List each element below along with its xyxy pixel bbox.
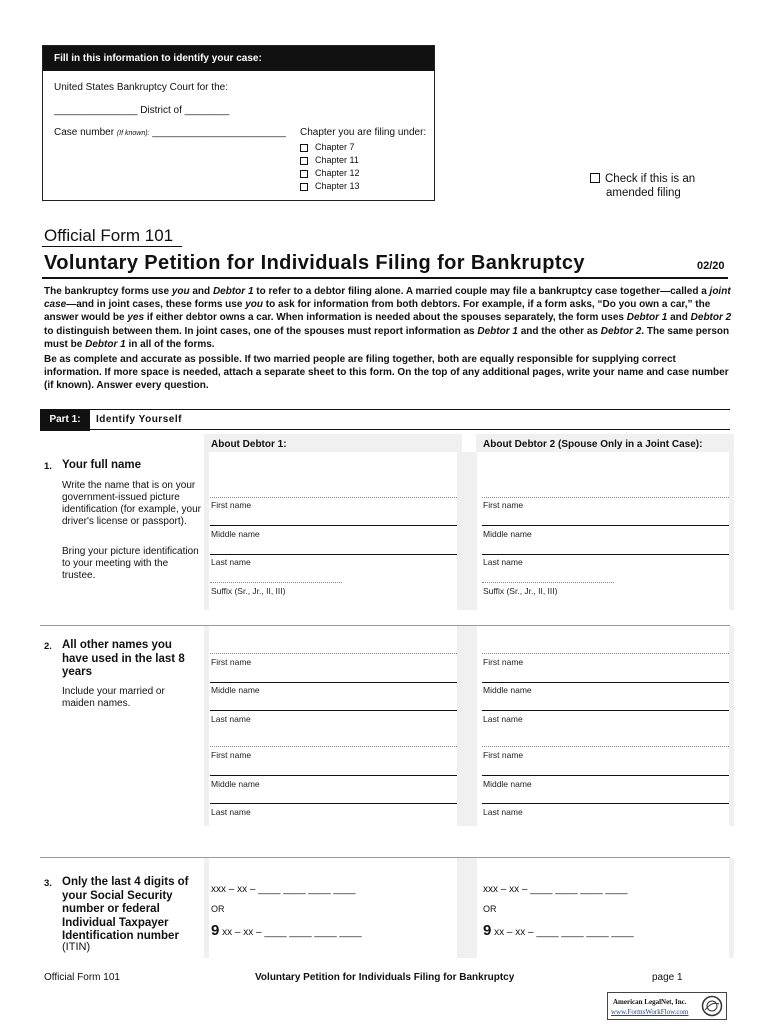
column-edge — [204, 858, 209, 958]
debtor1-ssn-input[interactable]: xxx – xx – ____ ____ ____ ____ — [211, 884, 356, 895]
footer-form-label: Official Form 101 — [44, 972, 120, 983]
globe-icon — [701, 995, 723, 1017]
form-label: Official Form 101 — [44, 226, 174, 245]
section-title: Only the last 4 digits of your Social Security number or federal Individual Taxpayer Identification number — [62, 876, 189, 942]
debtor1-first-name-input[interactable] — [210, 497, 457, 498]
footer-title: Voluntary Petition for Individuals Filing for Bankruptcy — [255, 972, 515, 983]
or-label: OR — [211, 904, 225, 914]
divider — [40, 857, 730, 858]
part-label: Part 1: — [40, 410, 90, 431]
case-number-row — [54, 127, 286, 138]
section-title: Your full name — [62, 459, 142, 471]
section-number: 1. — [44, 461, 52, 472]
checkbox-icon[interactable] — [300, 183, 308, 191]
column-gap — [457, 858, 477, 958]
section-number: 3. — [44, 878, 52, 889]
part-title: Identify Yourself — [96, 414, 182, 425]
column-edge — [729, 452, 734, 610]
debtor1-other-last-name-input[interactable] — [210, 710, 457, 711]
debtor2-other-middle-name-input-2[interactable] — [482, 775, 729, 776]
debtor1-middle-name-input[interactable] — [210, 525, 457, 526]
section-description: Include your married or maiden names. — [62, 686, 165, 709]
divider — [42, 277, 728, 279]
debtor2-last-name-input[interactable] — [482, 554, 729, 555]
debtor2-other-last-name-input[interactable] — [482, 710, 729, 711]
column-edge — [729, 858, 734, 958]
debtor1-last-name-input[interactable] — [210, 554, 457, 555]
section-title: All other names you have used in the last 8 years — [62, 639, 185, 678]
case-box-header: Fill in this information to identify your case: — [43, 46, 434, 71]
debtor1-other-middle-name-input[interactable] — [210, 682, 457, 683]
form-title: Voluntary Petition for Individuals Filing for Bankruptcy — [44, 252, 585, 274]
debtor2-middle-name-input[interactable] — [482, 525, 729, 526]
section-title-tail: (ITIN) — [62, 941, 91, 953]
publisher-logo: American LegalNet, Inc. www.FormsWorkFlow.com — [607, 992, 727, 1020]
debtor2-first-name-input[interactable] — [482, 497, 729, 498]
chapter-option[interactable]: Chapter 11 — [300, 154, 360, 167]
section-description: Bring your picture identification to your meeting with the trustee. — [62, 546, 199, 581]
debtor1-column-header: About Debtor 1: — [211, 439, 287, 450]
debtor2-column-header: About Debtor 2 (Spouse Only in a Joint Case): — [483, 439, 703, 450]
debtor2-suffix-input[interactable] — [482, 582, 614, 583]
divider — [40, 625, 730, 626]
section-description: Write the name that is on your government-issued picture identification (for example, your driver's license or passport). — [62, 480, 201, 527]
column-gap — [457, 626, 477, 826]
checkbox-icon[interactable] — [590, 173, 600, 183]
or-label: OR — [483, 904, 497, 914]
chapter-list — [300, 141, 360, 193]
page-number: page 1 — [652, 972, 683, 983]
form-version: 02/20 — [697, 260, 725, 272]
case-info-box — [42, 45, 435, 201]
case-number-field[interactable]: ________________________ — [152, 127, 286, 138]
district-field[interactable]: _______________ District of ________ — [54, 105, 230, 116]
checkbox-icon[interactable] — [300, 157, 308, 165]
case-number-label: Case number — [54, 127, 115, 138]
debtor2-ssn-input[interactable]: xxx – xx – ____ ____ ____ ____ — [483, 884, 628, 895]
intro-paragraph-2: Be as complete and accurate as possible. If two married people are filing together, both are equally responsible for supplying correct information. If more space is needed, attach a separate sheet to this form. On the top of any additional pages, write your name and case number (if known). Answer every question. — [44, 354, 729, 392]
chapter-option[interactable]: Chapter 7 — [300, 141, 360, 154]
debtor1-other-first-name-input-2[interactable] — [210, 746, 457, 747]
debtor2-other-last-name-input-2[interactable] — [482, 803, 729, 804]
column-gap — [457, 452, 477, 610]
chapter-prompt: Chapter you are filing under: — [300, 127, 427, 138]
debtor2-itin-input[interactable]: 9 xx – xx – ____ ____ ____ ____ — [483, 922, 634, 939]
checkbox-icon[interactable] — [300, 170, 308, 178]
part-header — [40, 409, 730, 430]
debtor2-other-middle-name-input[interactable] — [482, 682, 729, 683]
debtor1-itin-input[interactable]: 9 xx – xx – ____ ____ ____ ____ — [211, 922, 362, 939]
court-line: United States Bankruptcy Court for the: — [54, 82, 228, 93]
debtor1-suffix-input[interactable] — [210, 582, 342, 583]
column-edge — [204, 452, 209, 610]
column-edge — [204, 626, 209, 826]
debtor1-other-last-name-input-2[interactable] — [210, 803, 457, 804]
debtor2-other-first-name-input-2[interactable] — [482, 746, 729, 747]
section-number: 2. — [44, 641, 52, 652]
checkbox-icon[interactable] — [300, 144, 308, 152]
chapter-option[interactable]: Chapter 12 — [300, 167, 360, 180]
chapter-option[interactable]: Chapter 13 — [300, 180, 360, 193]
divider — [42, 246, 182, 247]
intro-paragraph-1: The bankruptcy forms use you and Debtor 1 to refer to a debtor filing alone. A married couple may file a bankruptcy case together—called a joint case—and in joint cases, these forms use you to ask for information from both debtors. For example, if a form asks, “Do you own a car,” the answer would be yes if either debtor owns a car. When information is needed about the spouses separately, the form uses Debtor 1 and Debtor 2 to distinguish between them. In joint cases, one of the spouses must report information as Debtor 1 and the other as Debtor 2. The same person must be Debtor 1 in all of the forms. — [44, 286, 732, 350]
case-number-hint: (If known): — [116, 130, 150, 137]
debtor2-other-first-name-input[interactable] — [482, 653, 729, 654]
debtor1-other-first-name-input[interactable] — [210, 653, 457, 654]
column-edge — [729, 626, 734, 826]
debtor1-other-middle-name-input-2[interactable] — [210, 775, 457, 776]
amended-filing-option[interactable]: Check if this is an amended filing — [590, 172, 695, 200]
